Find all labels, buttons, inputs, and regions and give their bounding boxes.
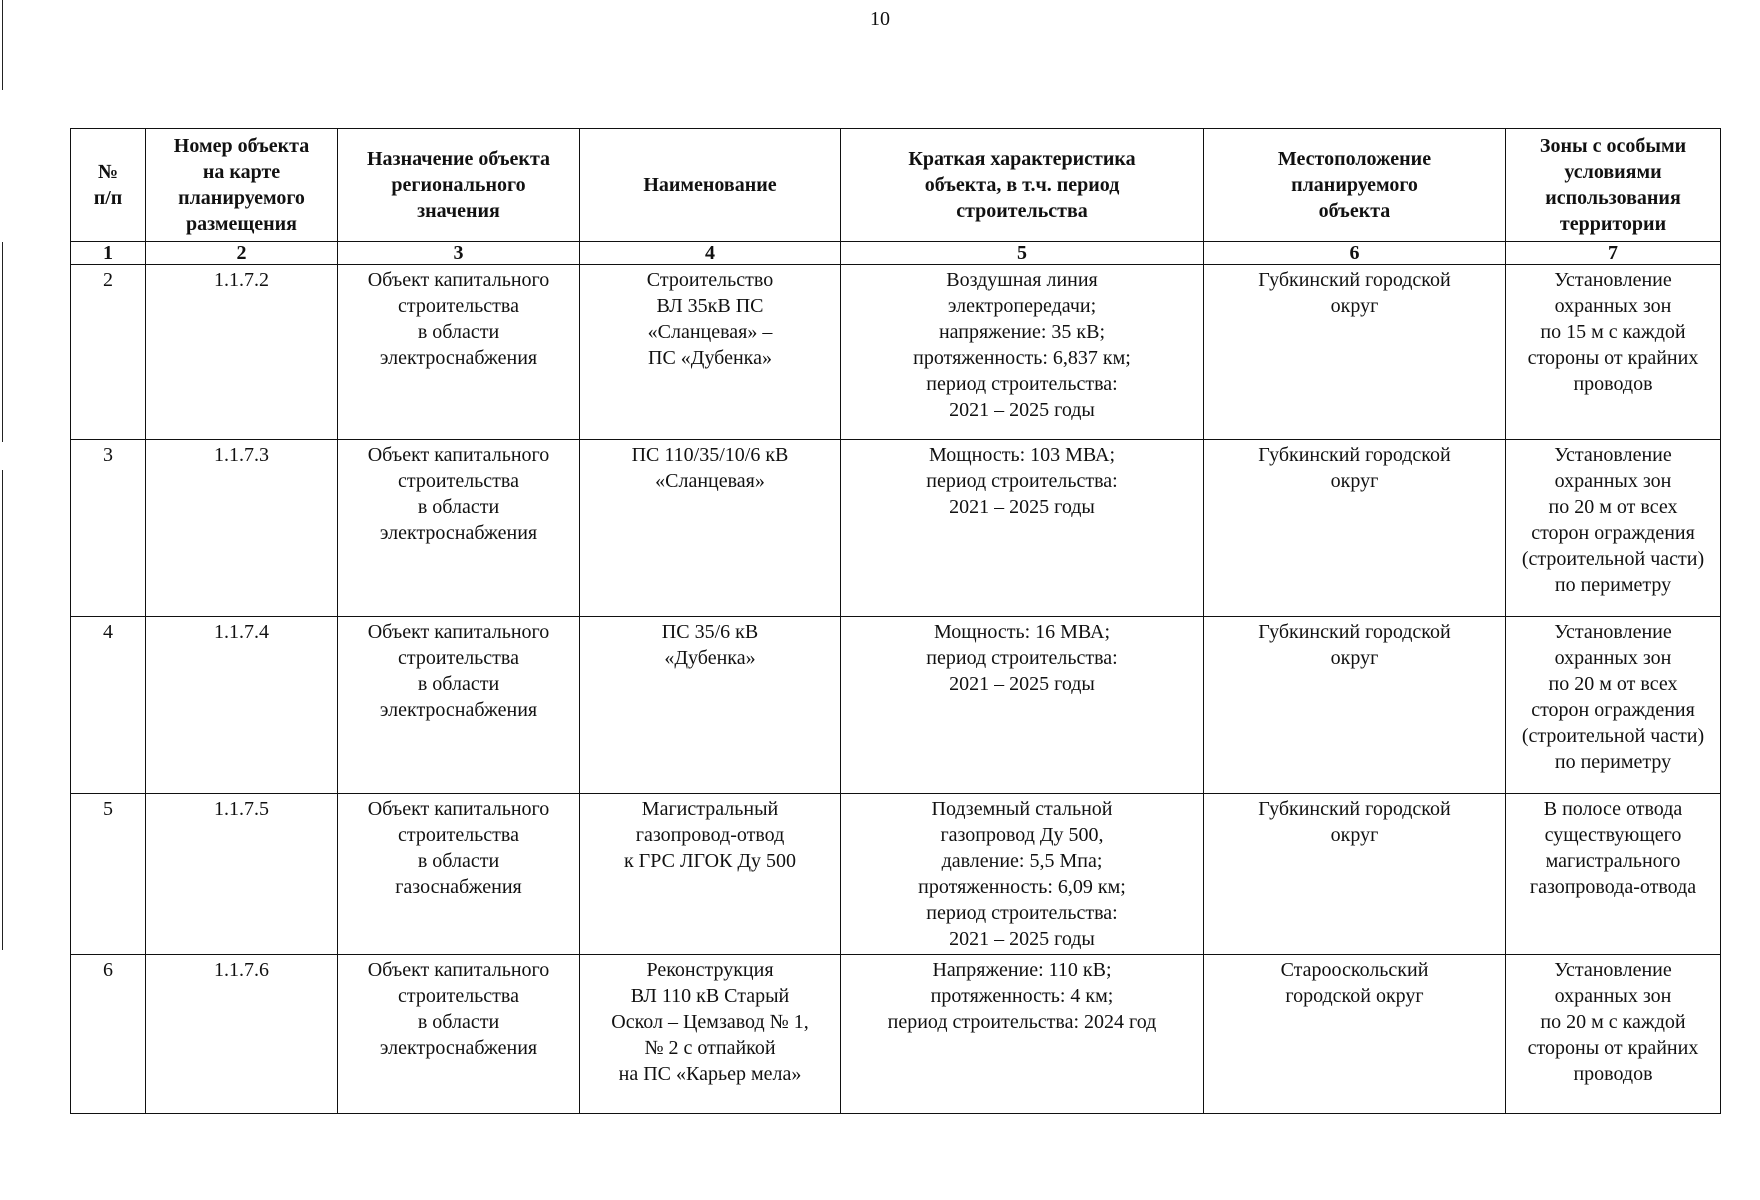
map-number: 1.1.7.5 (146, 794, 338, 955)
object-name: Реконструкция ВЛ 110 кВ Старый Оскол – Цемзавод № 1, № 2 с отпайкой на ПС «Карьер мела» (580, 955, 841, 1114)
column-number: 4 (580, 242, 841, 265)
column-header: № п/п (71, 129, 146, 242)
object-location: Губкинский городской округ (1204, 265, 1506, 440)
column-header: Наименование (580, 129, 841, 242)
table-header-row (71, 129, 1721, 242)
column-number: 3 (338, 242, 580, 265)
object-name: ПС 110/35/10/6 кВ «Сланцевая» (580, 440, 841, 617)
row-number: 5 (71, 794, 146, 955)
object-description: Мощность: 103 МВА; период строительства: 2021 – 2025 годы (841, 440, 1204, 617)
special-zones: Установление охранных зон по 20 м с каждой стороны от крайних проводов (1506, 955, 1721, 1114)
table-row (71, 440, 1721, 617)
object-purpose: Объект капитального строительства в области газоснабжения (338, 794, 580, 955)
object-purpose: Объект капитального строительства в области электроснабжения (338, 265, 580, 440)
table-row (71, 955, 1721, 1114)
object-description: Воздушная линия электропередачи; напряжение: 35 кВ; протяженность: 6,837 км; период строительства: 2021 – 2025 годы (841, 265, 1204, 440)
object-description: Подземный стальной газопровод Ду 500, давление: 5,5 Мпа; протяженность: 6,09 км; период строительства: 2021 – 2025 годы (841, 794, 1204, 955)
object-location: Губкинский городской округ (1204, 794, 1506, 955)
special-zones: Установление охранных зон по 20 м от всех сторон ограждения (строительной части) по периметру (1506, 617, 1721, 794)
object-purpose: Объект капитального строительства в области электроснабжения (338, 955, 580, 1114)
row-number: 2 (71, 265, 146, 440)
object-location: Губкинский городской округ (1204, 440, 1506, 617)
map-number: 1.1.7.4 (146, 617, 338, 794)
row-number: 3 (71, 440, 146, 617)
table-row (71, 265, 1721, 440)
object-purpose: Объект капитального строительства в области электроснабжения (338, 440, 580, 617)
column-number: 2 (146, 242, 338, 265)
table-row (71, 617, 1721, 794)
object-name: Строительство ВЛ 35кВ ПС «Сланцевая» – ПС «Дубенка» (580, 265, 841, 440)
margin-mark (2, 242, 3, 442)
object-purpose: Объект капитального строительства в области электроснабжения (338, 617, 580, 794)
column-number: 7 (1506, 242, 1721, 265)
table-row (71, 794, 1721, 955)
map-number: 1.1.7.6 (146, 955, 338, 1114)
object-description: Напряжение: 110 кВ; протяженность: 4 км; период строительства: 2024 год (841, 955, 1204, 1114)
column-number: 5 (841, 242, 1204, 265)
column-header: Назначение объекта регионального значения (338, 129, 580, 242)
column-header: Номер объекта на карте планируемого размещения (146, 129, 338, 242)
special-zones: В полосе отвода существующего магистрального газопровода-отвода (1506, 794, 1721, 955)
objects-table (70, 128, 1721, 1114)
map-number: 1.1.7.3 (146, 440, 338, 617)
special-zones: Установление охранных зон по 15 м с каждой стороны от крайних проводов (1506, 265, 1721, 440)
object-name: ПС 35/6 кВ «Дубенка» (580, 617, 841, 794)
row-number: 4 (71, 617, 146, 794)
object-description: Мощность: 16 МВА; период строительства: 2021 – 2025 годы (841, 617, 1204, 794)
column-number: 1 (71, 242, 146, 265)
margin-mark (2, 470, 3, 950)
object-name: Магистральный газопровод-отвод к ГРС ЛГОК Ду 500 (580, 794, 841, 955)
special-zones: Установление охранных зон по 20 м от всех сторон ограждения (строительной части) по периметру (1506, 440, 1721, 617)
column-number: 6 (1204, 242, 1506, 265)
page-number: 10 (870, 8, 890, 30)
column-header: Зоны с особыми условиями использования территории (1506, 129, 1721, 242)
column-header: Краткая характеристика объекта, в т.ч. период строительства (841, 129, 1204, 242)
row-number: 6 (71, 955, 146, 1114)
object-location: Старооскольский городской округ (1204, 955, 1506, 1114)
map-number: 1.1.7.2 (146, 265, 338, 440)
object-location: Губкинский городской округ (1204, 617, 1506, 794)
margin-mark (2, 0, 3, 90)
column-header: Местоположение планируемого объекта (1204, 129, 1506, 242)
column-number-row (71, 242, 1721, 265)
